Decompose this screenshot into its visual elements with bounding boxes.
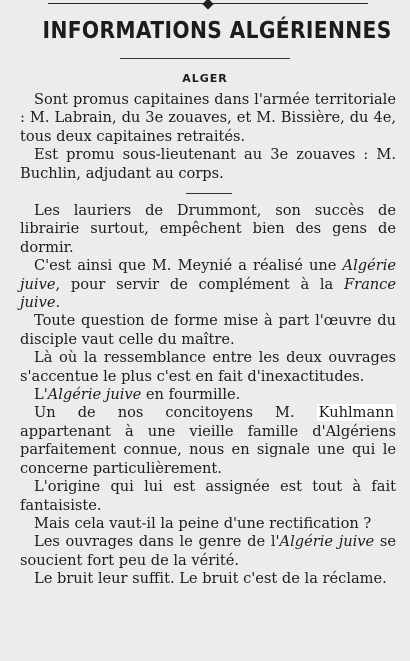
notices-block <box>20 91 396 183</box>
highlighted-name: Kuhlmann <box>318 404 394 422</box>
rule-ornament-icon <box>202 0 213 10</box>
article-paragraph: Le bruit leur suffit. Le bruit c'est de la réclame. <box>34 570 387 588</box>
article-paragraph: Toute question de forme mise à part l'œuvre du disciple vaut celle du maître. <box>20 312 396 348</box>
article-paragraph: Les lauriers de Drummont, son succès de librairie surtout, empêchent bien des gens de dormir. <box>20 202 396 256</box>
text-run: C'est ainsi que M. Meynié a réalisé une <box>34 257 343 275</box>
text-run: Les ouvrages dans le genre de l' <box>34 533 280 551</box>
article-paragraph <box>20 386 396 404</box>
book-title: Algérie juive <box>20 257 396 293</box>
article-paragraph: Là où la ressemblance entre les deux ouvrages s'accentue le plus c'est en fait d'inexactitudes. <box>20 349 396 385</box>
article-paragraph <box>20 404 396 478</box>
headline-underline <box>120 58 290 59</box>
text-run: en fourmille. <box>141 386 241 404</box>
top-ornamental-rule <box>48 3 368 4</box>
dateline: ALGER <box>182 72 228 85</box>
text-run: . <box>55 294 61 312</box>
article-paragraph: Mais cela vaut-il la peine d'une rectification ? <box>34 514 372 532</box>
article-paragraph <box>20 533 396 570</box>
article-paragraph: L'origine qui lui est assignée est tout à fait fantaisiste. <box>20 478 396 514</box>
text-run: Un de nos concitoyens M. <box>34 404 317 422</box>
book-title: France juive <box>20 275 396 312</box>
section-divider <box>186 193 232 194</box>
notice-promotion-lieutenant: Est promu sous-lieutenant au 3e zouaves : M. Buchlin, adjudant au corps. <box>20 146 396 182</box>
article-body <box>20 202 396 589</box>
book-title: Algérie juive <box>279 533 375 551</box>
book-title: Algérie juive <box>47 386 142 404</box>
article-paragraph <box>20 257 396 312</box>
section-headline: INFORMATIONS ALGÉRIENNES <box>42 18 392 44</box>
text-run: L' <box>34 386 48 404</box>
text-run: appartenant à une vieille famille d'Algériens parfaitement connue, nous en signale une qui le concerne particulièrement. <box>20 422 396 477</box>
text-run: se soucient fort peu de la vérité. <box>20 533 397 569</box>
notice-promotion-captains: Sont promus capitaines dans l'armée territoriale : M. Labrain, du 3e zouaves, et M. Bissière, du 4e, tous deux capitaines retraités. <box>20 91 396 145</box>
text-run: , pour servir de complément à la <box>55 275 344 293</box>
